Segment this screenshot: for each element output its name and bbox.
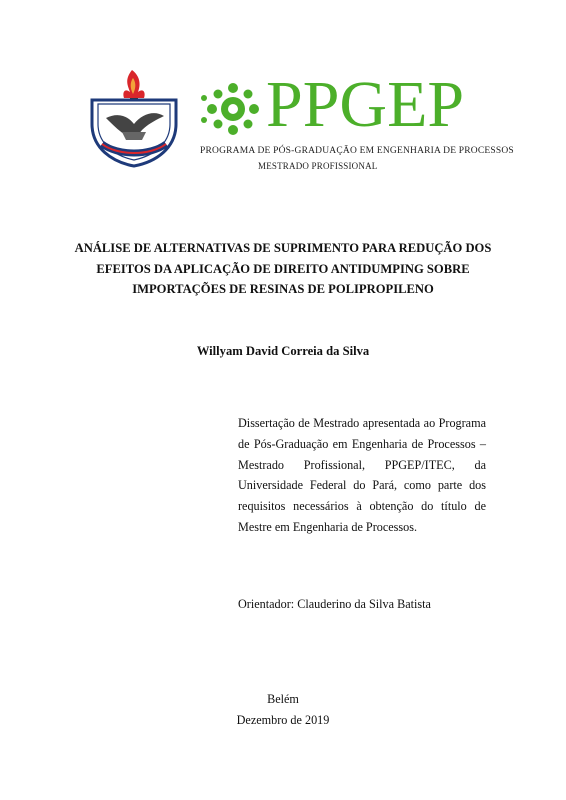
thesis-title-line: ANÁLISE DE ALTERNATIVAS DE SUPRIMENTO PARA REDUÇÃO DOS [74, 241, 492, 255]
ppgep-dots-mark-icon [200, 76, 266, 142]
ufpa-logo [84, 66, 184, 168]
ufpa-coat-of-arms-icon [84, 66, 184, 168]
ppgep-logo [200, 68, 514, 176]
dissertation-description: Dissertação de Mestrado apresentada ao Programa de Pós-Graduação em Engenharia de Processos – Mestrado Profissional, PPGEP/ITEC, da Universidade Federal do Pará, como parte dos requisitos necessários à obtenção do título de Mestre em Engenharia de Processos. [238, 416, 486, 534]
advisor: Orientador: Clauderino da Silva Batista [238, 597, 431, 611]
thesis-title-line: EFEITOS DA APLICAÇÃO DE DIREITO ANTIDUMPING SOBRE [96, 261, 470, 276]
ppgep-logo-subtitle2: MESTRADO PROFISSIONAL [258, 161, 378, 171]
city: Belém [267, 692, 299, 706]
author-name: Willyam David Correia da Silva [196, 344, 370, 358]
thesis-title-line: IMPORTAÇÕES DE RESINAS DE POLIPROPILENO [132, 282, 434, 296]
ppgep-logo-subtitle: PROGRAMA DE PÓS-GRADUAÇÃO EM ENGENHARIA DE PROCESSOS [200, 146, 514, 156]
thesis-title [60, 238, 506, 300]
ppgep-logo-title: PPGEP [266, 68, 465, 141]
date: Dezembro de 2019 [236, 713, 330, 727]
